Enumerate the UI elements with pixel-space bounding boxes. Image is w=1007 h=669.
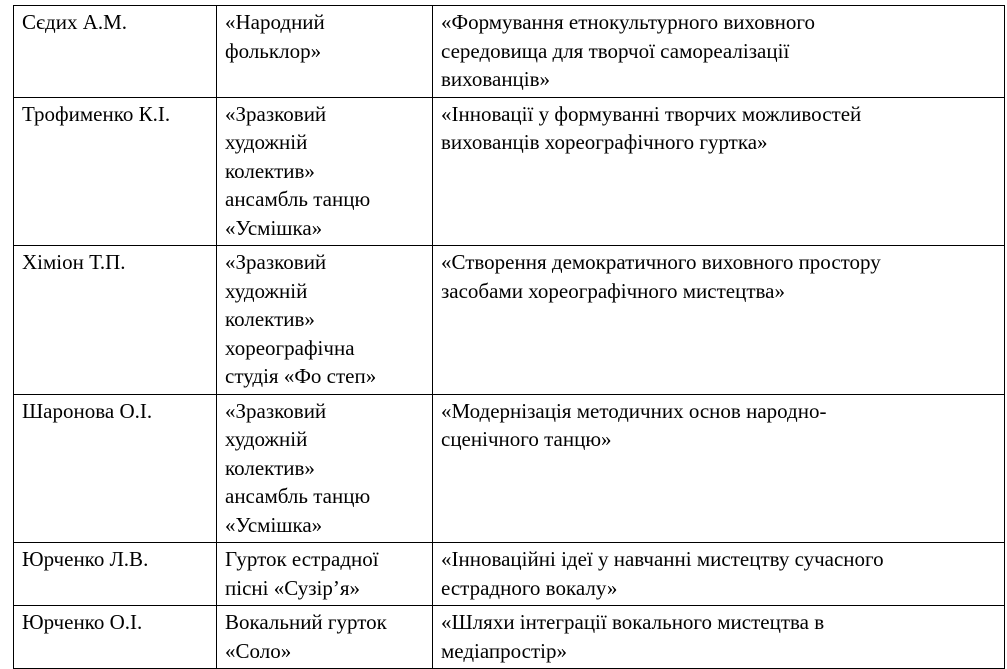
teachers-table <box>13 5 1005 669</box>
teacher-name-cell: Хіміон Т.П. <box>14 246 217 395</box>
topic-cell: «Шляхи інтеграції вокального мистецтва в медіапростір» <box>433 606 1005 669</box>
collective-cell: «Зразковий художній колектив» ансамбль танцю «Усмішка» <box>217 97 433 246</box>
table-row <box>14 97 1005 246</box>
topic-cell: «Інноваційні ідеї у навчанні мистецтву сучасного естрадного вокалу» <box>433 543 1005 606</box>
collective-cell: «Народний фольклор» <box>217 6 433 98</box>
table-row <box>14 606 1005 669</box>
topic-cell: «Модернізація методичних основ народно- сценічного танцю» <box>433 394 1005 543</box>
table-row <box>14 394 1005 543</box>
table-row <box>14 543 1005 606</box>
collective-cell: Вокальний гурток «Соло» <box>217 606 433 669</box>
teacher-name-cell: Сєдих А.М. <box>14 6 217 98</box>
teacher-name-cell: Юрченко Л.В. <box>14 543 217 606</box>
collective-cell: «Зразковий художній колектив» хореографічна студія «Фо степ» <box>217 246 433 395</box>
topic-cell: «Створення демократичного виховного простору засобами хореографічного мистецтва» <box>433 246 1005 395</box>
topic-cell: «Інновації у формуванні творчих можливостей вихованців хореографічного гуртка» <box>433 97 1005 246</box>
collective-cell: «Зразковий художній колектив» ансамбль танцю «Усмішка» <box>217 394 433 543</box>
table-row <box>14 246 1005 395</box>
teacher-name-cell: Юрченко О.І. <box>14 606 217 669</box>
collective-cell: Гурток естрадної пісні «Сузір’я» <box>217 543 433 606</box>
table-row <box>14 6 1005 98</box>
topic-cell: «Формування етнокультурного виховного середовища для творчої самореалізації вихованців» <box>433 6 1005 98</box>
teacher-name-cell: Трофименко К.І. <box>14 97 217 246</box>
teacher-name-cell: Шаронова О.І. <box>14 394 217 543</box>
